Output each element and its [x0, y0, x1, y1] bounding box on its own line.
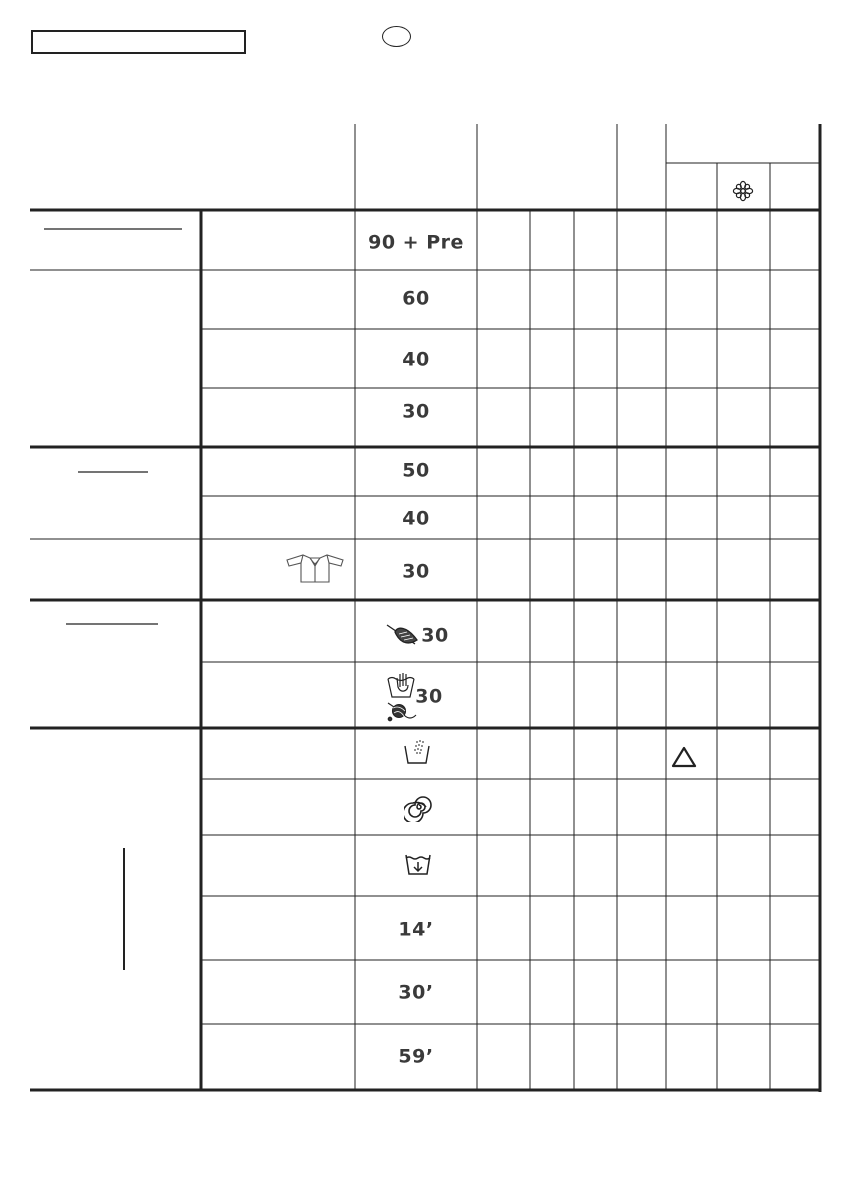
- program-time-label: 30’: [398, 981, 434, 1004]
- spin-spiral-icon: [404, 792, 434, 822]
- program-temp-label: 30: [402, 400, 430, 423]
- program-time-label: 59’: [398, 1045, 434, 1068]
- shirt-icon: [283, 552, 347, 584]
- program-temp-label: 50: [402, 459, 430, 482]
- feather-icon: [385, 622, 421, 650]
- program-temp-label: 40: [402, 507, 430, 530]
- program-temp-label: 60: [402, 287, 430, 310]
- program-time-label: 14’: [398, 918, 434, 941]
- program-temp-label: 30: [415, 685, 443, 708]
- program-temp-label: 40: [402, 348, 430, 371]
- program-temp-label: 30: [402, 560, 430, 583]
- hand-wash-wool-icon: [384, 671, 420, 723]
- program-temp-label: 30: [421, 624, 449, 647]
- rinse-shower-icon: [402, 738, 432, 766]
- triangle-warning-icon: [671, 746, 697, 768]
- flower-softener-icon: [732, 180, 754, 202]
- program-temp-label: 90 + Pre: [368, 231, 464, 254]
- drain-icon: [403, 852, 433, 878]
